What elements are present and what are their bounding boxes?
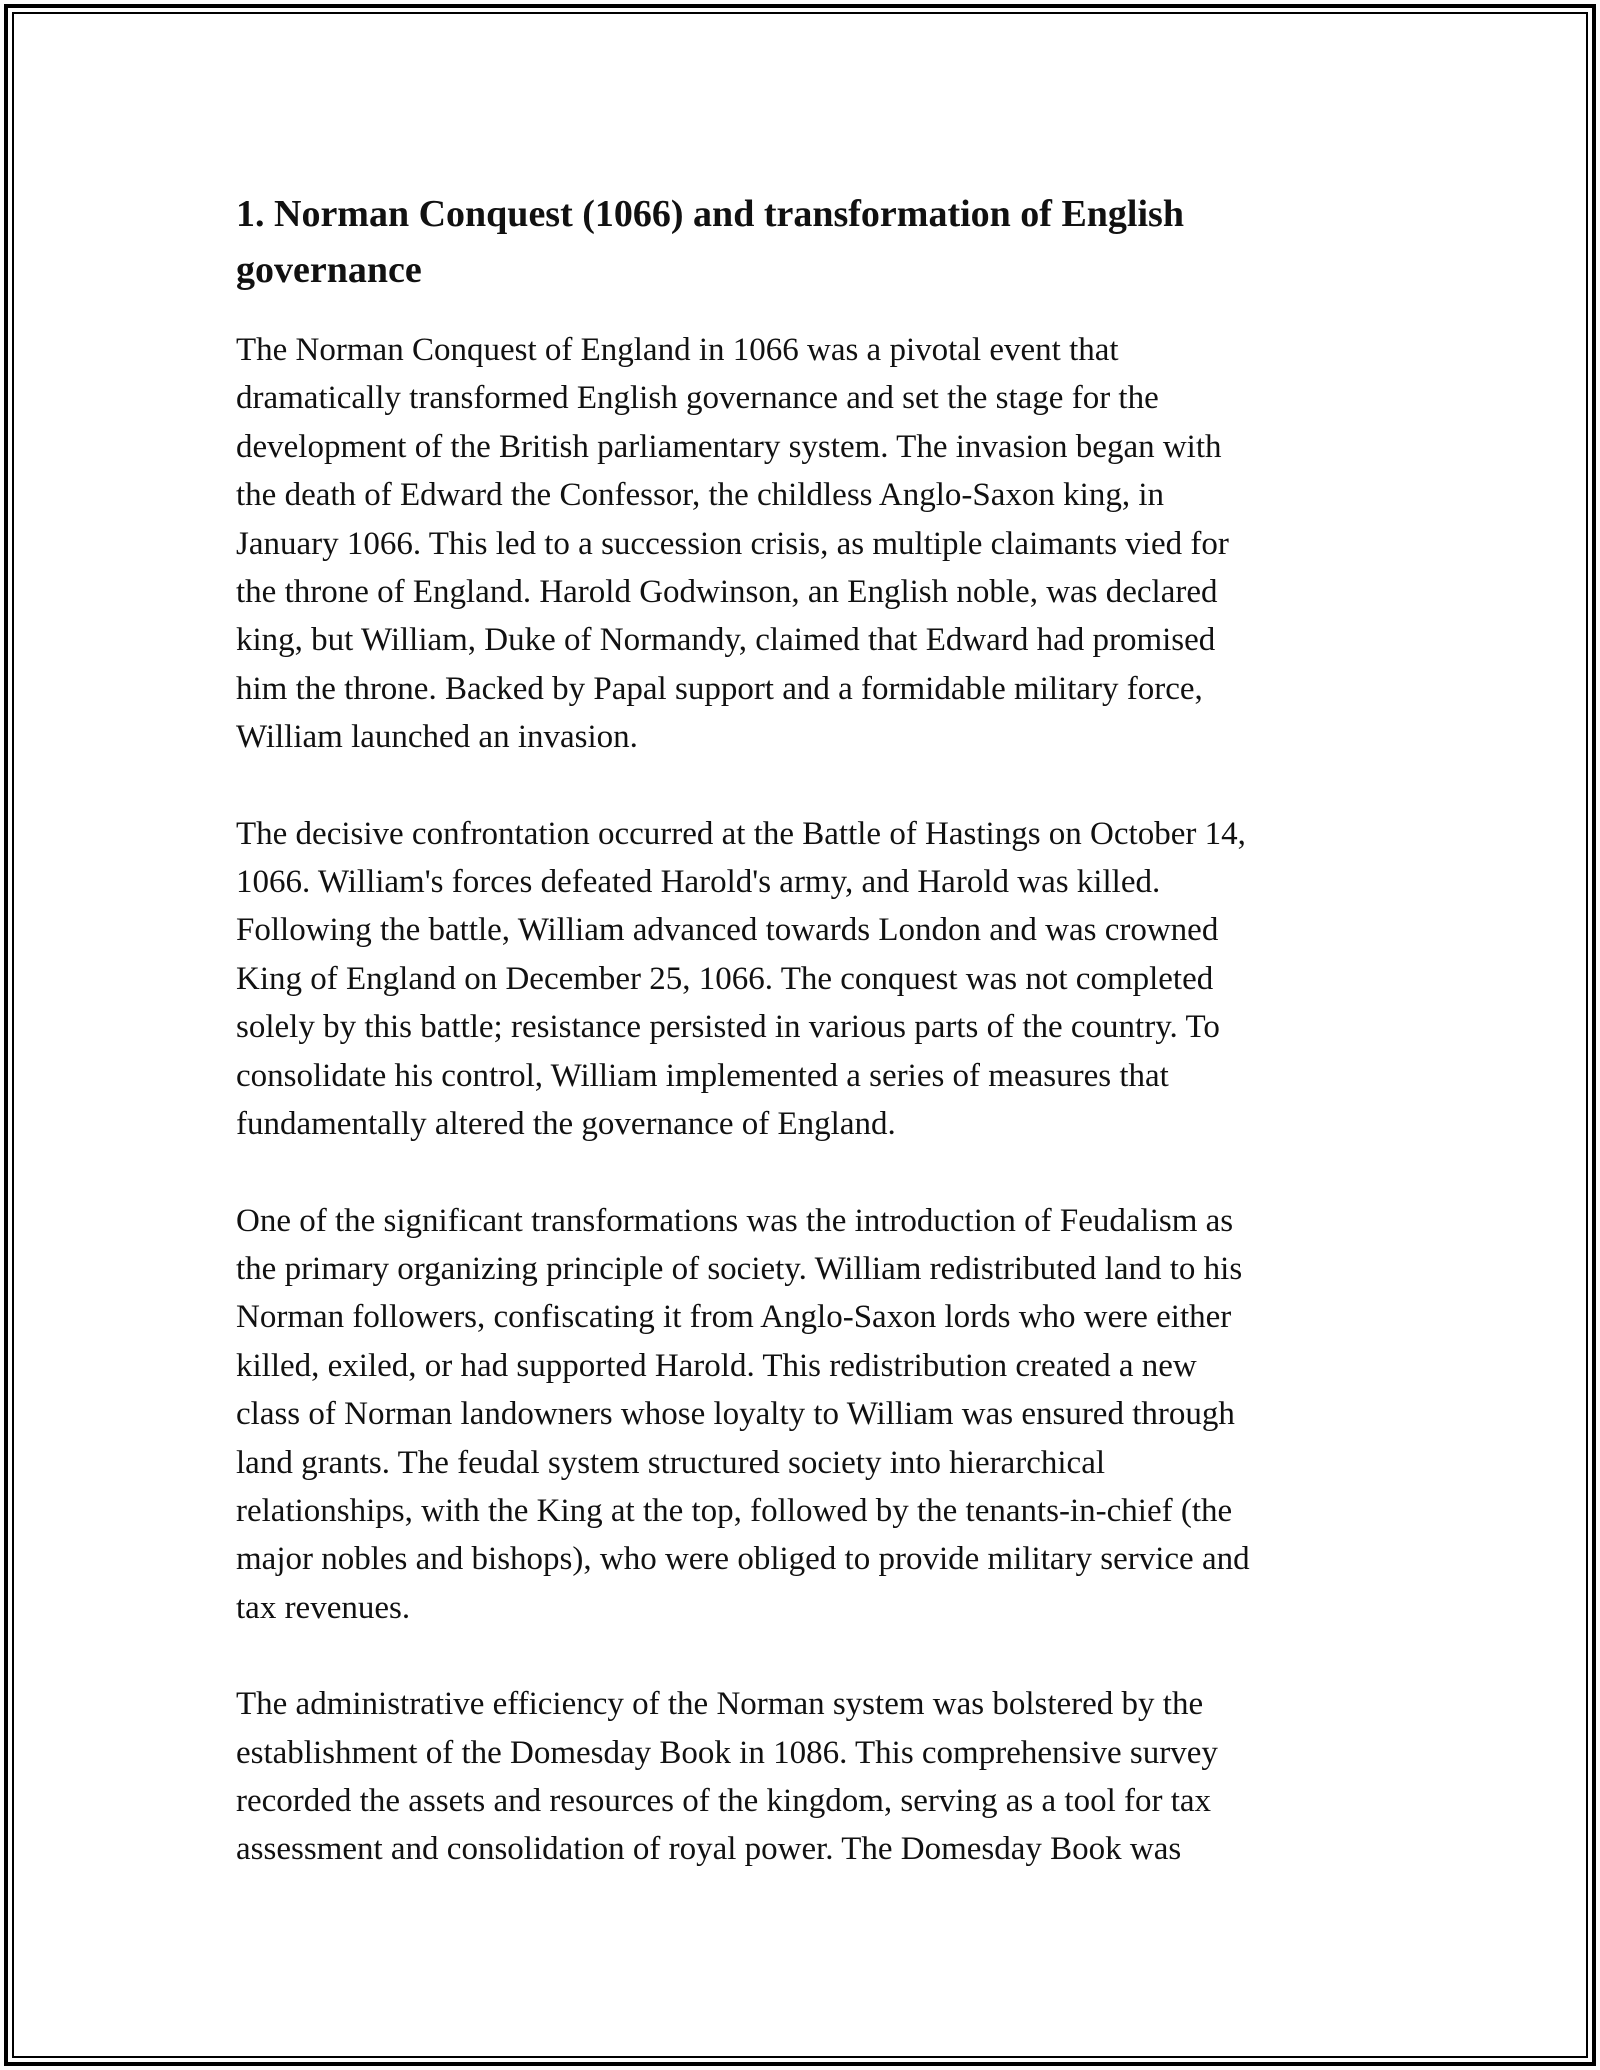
- section-heading: 1. Norman Conquest (1066) and transformation of English governance: [236, 193, 1184, 291]
- paragraph-4: The administrative efficiency of the Norman system was bolstered by the establishment of the Domesday Book in 1086. This comprehensive survey recorded the assets and resources of the kingdom, serving as a tool for tax assessment and consolidation of royal power. The Domesday Book was: [236, 1686, 1218, 1868]
- paragraph-3: One of the significant transformations was the introduction of Feudalism as the primary organizing principle of society. William redistributed land to his Norman followers, confiscating it from Anglo-Saxon lords who were either killed, exiled, or had supported Harold. This redistribution created a new class of Norman landowners whose loyalty to William was ensured through land grants. The feudal system structured society into hierarchical relationships, with the King at the top, followed by the tenants-in-chief (the major nobles and bishops), who were obliged to provide military service and tax revenues.: [236, 1202, 1250, 1626]
- document-body: [236, 186, 1376, 1922]
- paragraph-2: The decisive confrontation occurred at the Battle of Hastings on October 14, 1066. William's forces defeated Harold's army, and Harold was killed. Following the battle, William advanced towards London and was crowned King of England on December 25, 1066. The conquest was not completed solely by this battle; resistance persisted in various parts of the country. To consolidate his control, William implemented a series of measures that fundamentally altered the governance of England.: [236, 815, 1246, 1143]
- paragraph-1: The Norman Conquest of England in 1066 was a pivotal event that dramatically transformed English governance and set the stage for the development of the British parliamentary system. The invasion began with the death of Edward the Confessor, the childless Anglo-Saxon king, in January 1066. This led to a succession crisis, as multiple claimants vied for the throne of England. Harold Godwinson, an English noble, was declared king, but William, Duke of Normandy, claimed that Edward had promised him the throne. Backed by Papal support and a formidable military force, William launched an invasion.: [236, 332, 1229, 756]
